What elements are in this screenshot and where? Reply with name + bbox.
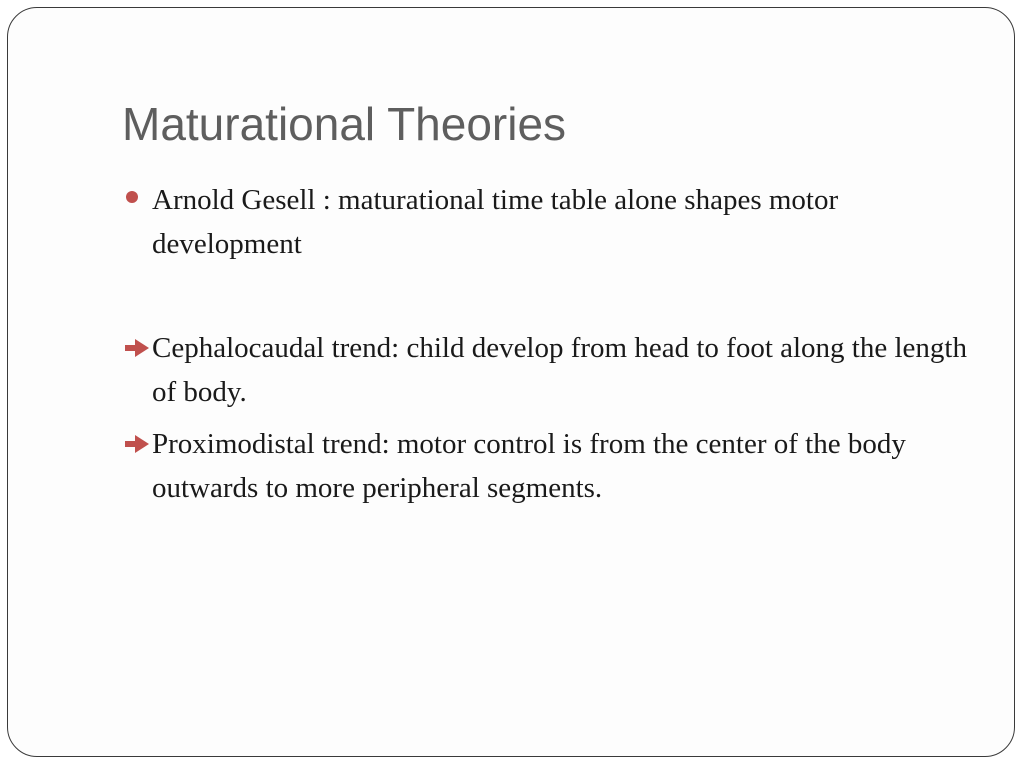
slide-title: Maturational Theories xyxy=(122,98,567,150)
arrow-right-icon xyxy=(124,434,150,454)
slide-frame xyxy=(7,7,1015,757)
bullet-text: Proximodistal trend: motor control is from the center of the body outwards to more peripheral segments. xyxy=(152,428,906,504)
bullet-item-cephalocaudal xyxy=(124,326,974,414)
bullet-text: Arnold Gesell : maturational time table alone shapes motor development xyxy=(152,184,839,260)
bullet-dot-icon xyxy=(126,191,138,203)
bullet-item-proximodistal xyxy=(124,422,974,510)
bullet-text: Cephalocaudal trend: child develop from head to foot along the length of body. xyxy=(152,332,967,408)
arrow-right-icon xyxy=(124,338,150,358)
bullet-list xyxy=(124,178,974,518)
bullet-item-gesell xyxy=(124,178,974,266)
